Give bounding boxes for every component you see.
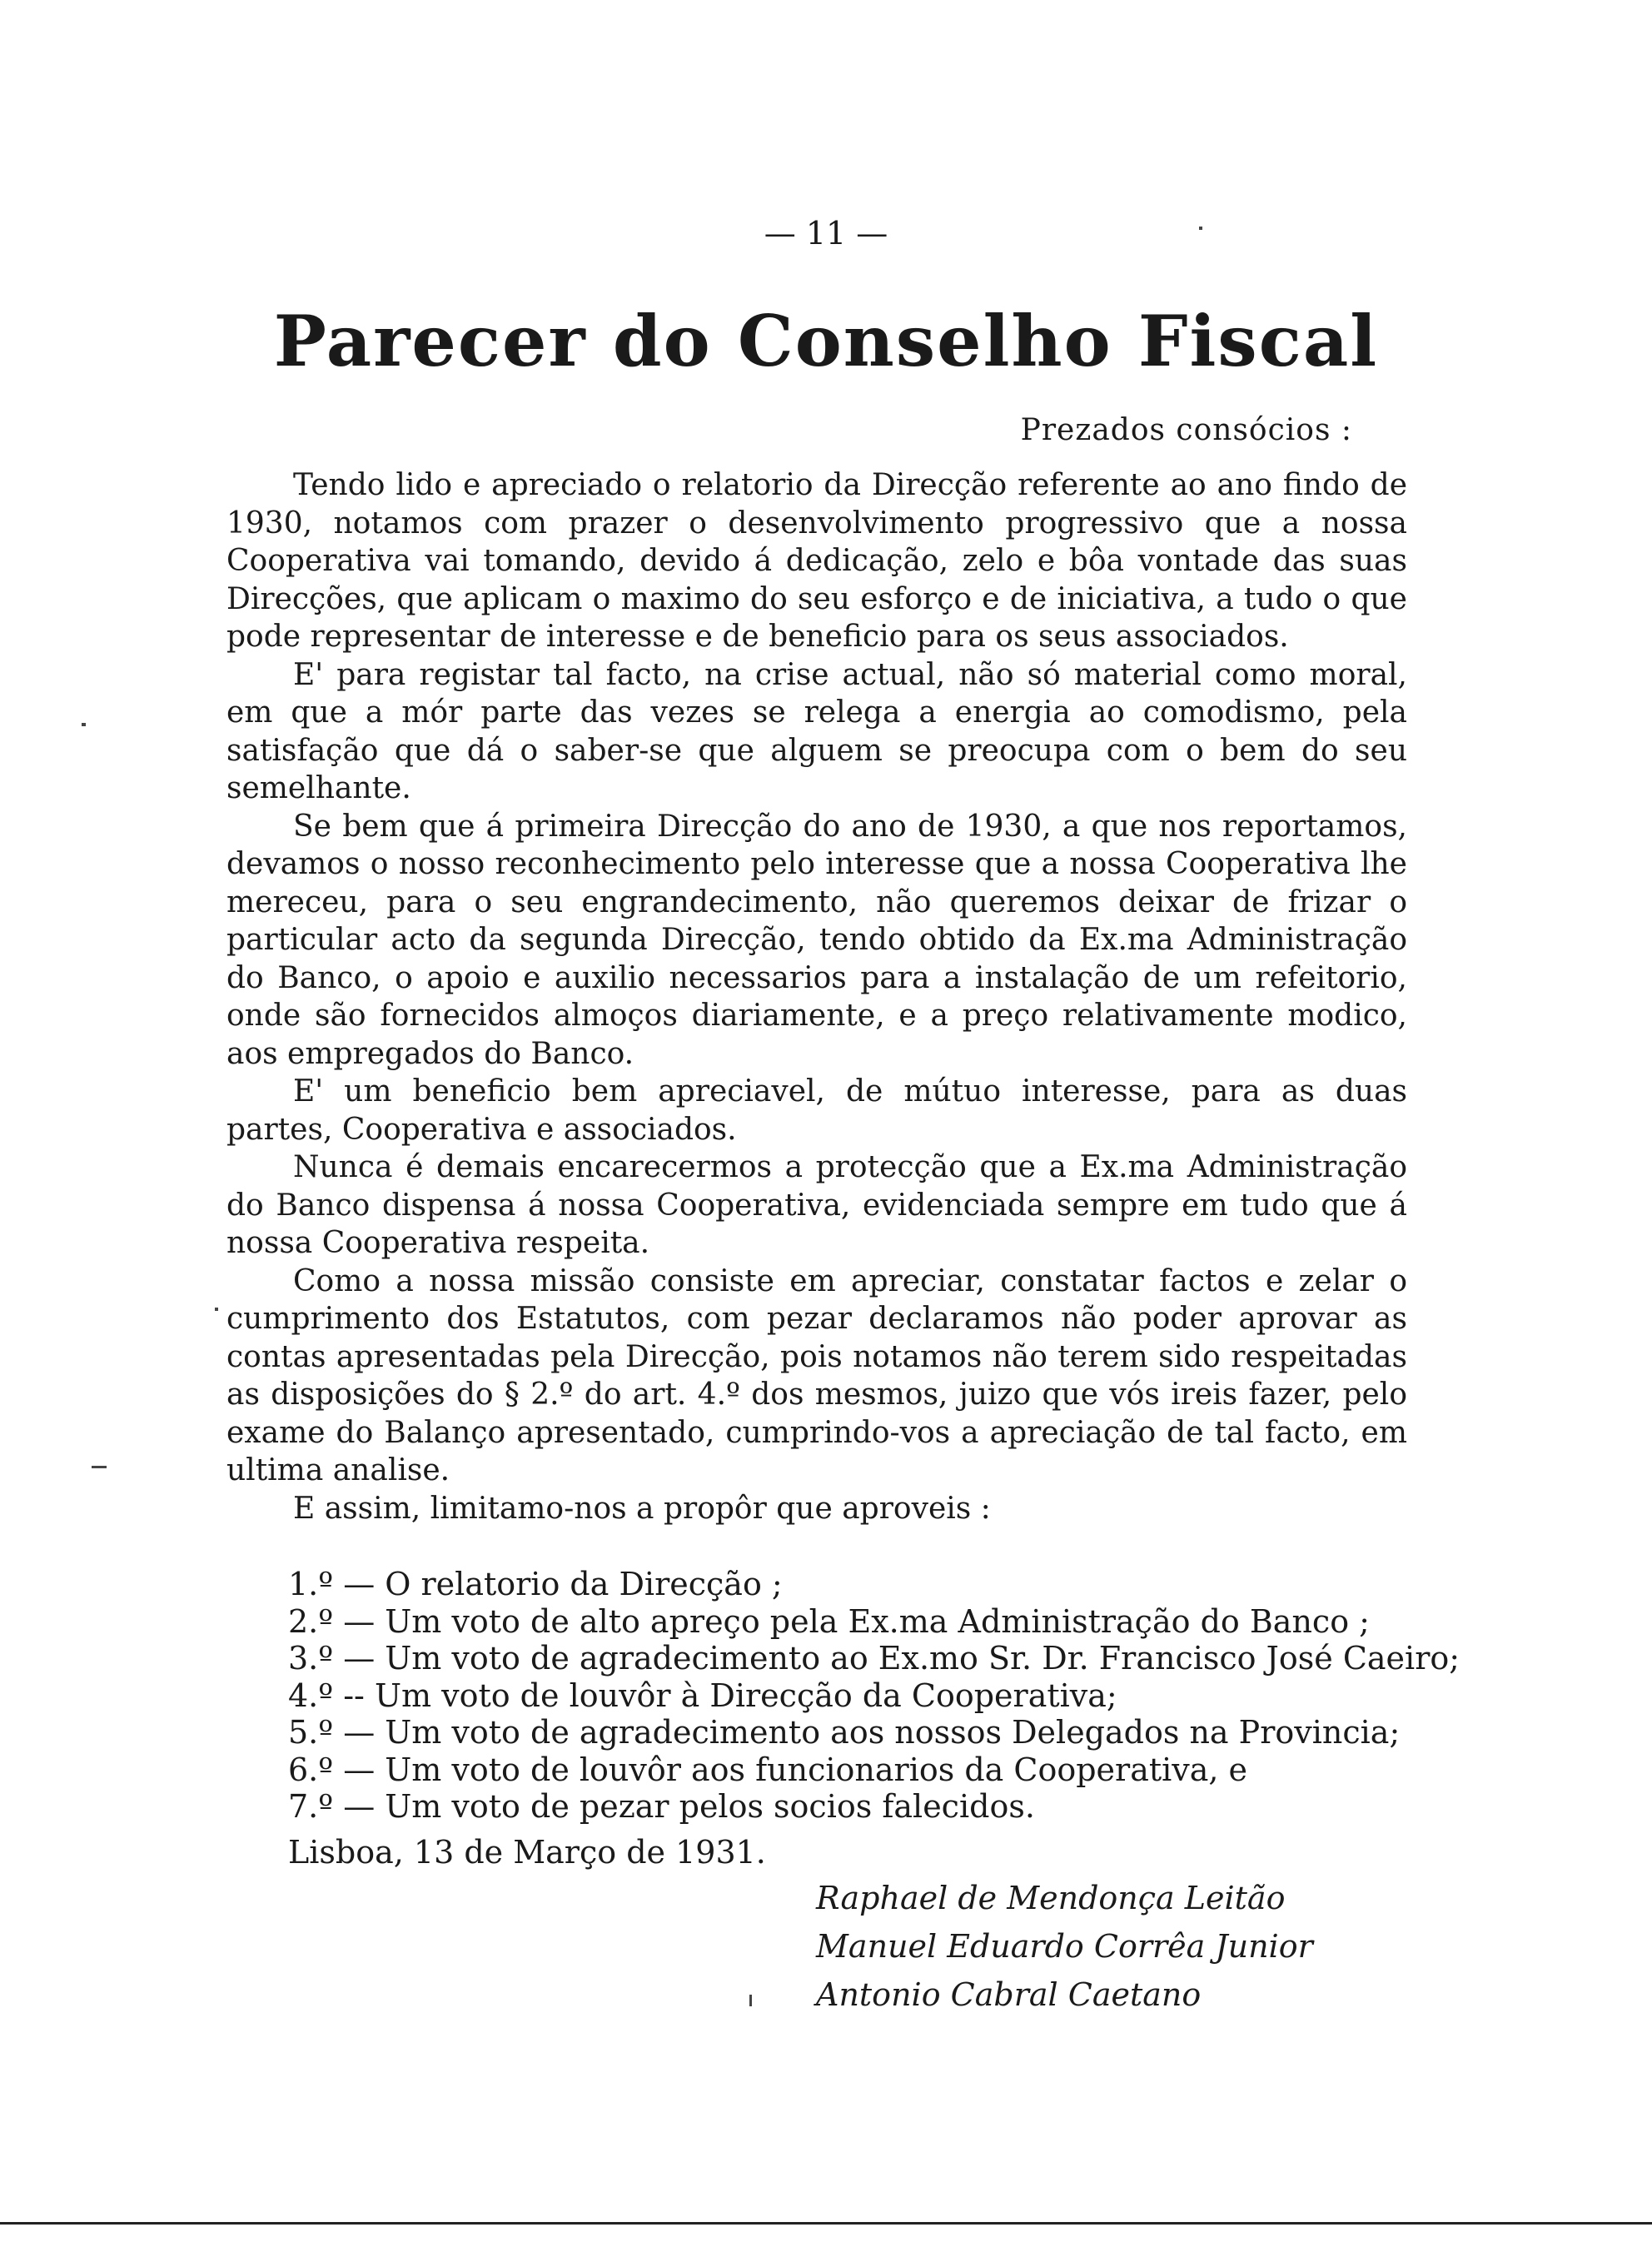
paragraph: Se bem que á primeira Direcção do ano de 1930, a que nos reportamos, devamos o nosso reconhecimento pelo interesse que a nossa Cooperativa lhe mereceu, para o seu engrandecimento, não queremos deixar de frizar o particular acto da segunda Direcção, tendo obtido da Ex.ma Administração do Banco, o apoio e auxilio necessarios para a instalação de um refeitorio, onde são fornecidos almoços diariamente, e a preço relativamente modico, aos empregados do Banco. xyxy=(226,809,1407,1071)
paragraph: Tendo lido e apreciado o relatorio da Direcção referente ao ano findo de 1930, notamos com prazer o desenvolvimento progressivo que a nossa Cooperativa vai tomando, devido á dedicação, zelo e bôa vontade das suas Direcções, que aplicam o maximo do seu esforço e de iniciativa, a tudo o que pode representar de interesse e de beneficio para os seus associados. xyxy=(226,468,1407,654)
proposal-item: 3.º — Um voto de agradecimento ao Ex.mo Sr. Dr. Francisco José Caeiro; xyxy=(288,1640,1460,1677)
signature: Raphael de Mendonça Leitão xyxy=(816,1880,1286,1916)
paragraph: E assim, limitamo-nos a propôr que aproveis : xyxy=(293,1491,991,1526)
scan-speck xyxy=(215,1308,218,1311)
paragraph: E' para registar tal facto, na crise actual, não só material como moral, em que a mór parte das vezes se relega a energia ao comodismo, pela satisfação que dá o saber-se que alguem se preocupa com o bem do seu semelhante. xyxy=(226,657,1407,805)
paragraph: E' um beneficio bem apreciavel, de mútuo interesse, para as duas partes, Cooperativa e associados. xyxy=(226,1074,1407,1147)
scan-speck xyxy=(1199,227,1202,230)
proposal-item: 7.º — Um voto de pezar pelos socios falecidos. xyxy=(288,1788,1035,1825)
proposal-item: 4.º -- Um voto de louvôr à Direcção da Cooperativa; xyxy=(288,1677,1117,1714)
dateline: Lisboa, 13 de Março de 1931. xyxy=(288,1834,766,1871)
proposal-item: 2.º — Um voto de alto apreço pela Ex.ma Administração do Banco ; xyxy=(288,1602,1370,1640)
signature: Antonio Cabral Caetano xyxy=(816,1976,1202,2013)
paragraph: Como a nossa missão consiste em apreciar, constatar factos e zelar o cumprimento dos Estatutos, com pezar declaramos não poder aprovar as contas apresentadas pela Direcção, pois notamos não terem sido respeitadas as disposições do § 2.º do art. 4.º dos mesmos, juizo que vós ireis fazer, pelo exame do Balanço apresentado, cumprindo-vos a apreciação de tal facto, em ultima analise. xyxy=(226,1263,1407,1487)
proposal-item: 6.º — Um voto de louvôr aos funcionarios da Cooperativa, e xyxy=(288,1751,1248,1788)
scan-speck xyxy=(749,1995,752,2006)
signature: Manuel Eduardo Corrêa Junior xyxy=(816,1928,1313,1965)
proposal-list xyxy=(288,1566,1460,1826)
scan-speck xyxy=(82,723,86,726)
scan-speck xyxy=(92,1466,107,1468)
proposal-item: 1.º — O relatorio da Direcção ; xyxy=(288,1566,783,1602)
paragraph: Nunca é demais encarecermos a protecção que a Ex.ma Administração do Banco dispensa á nossa Cooperativa, evidenciada sempre em tudo que á nossa Cooperativa respeita. xyxy=(226,1150,1407,1260)
proposal-item: 5.º — Um voto de agradecimento aos nossos Delegados na Provincia; xyxy=(288,1714,1401,1751)
report-body xyxy=(226,466,1407,1527)
page-number: — 11 — xyxy=(764,215,888,252)
scan-edge-line xyxy=(0,2222,1652,2225)
signature-block xyxy=(816,1874,1313,2019)
page-title: Parecer do Conselho Fiscal xyxy=(273,300,1379,382)
salutation: Prezados consócios : xyxy=(1020,413,1352,447)
